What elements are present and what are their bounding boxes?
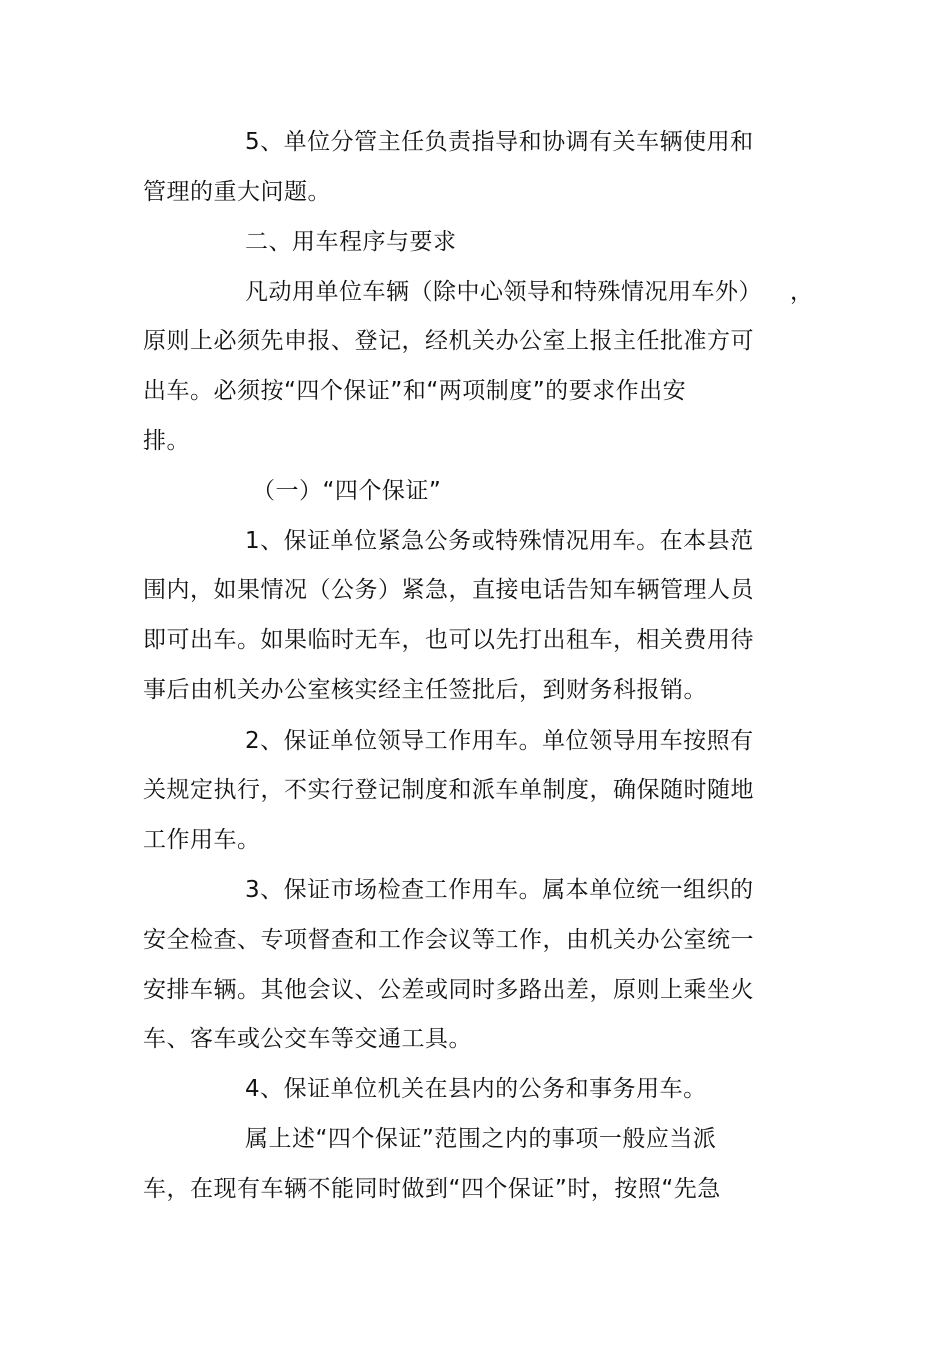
- paragraph-line: 原则上必须先申报、登记，经机关办公室上报主任批准方可: [143, 328, 754, 354]
- paragraph-line: 车、客车或公交车等交通工具。: [143, 1026, 472, 1052]
- paragraph-line: 围内，如果情况（公务）紧急，直接电话告知车辆管理人员: [143, 577, 754, 603]
- paragraph-line: 安全检查、专项督查和工作会议等工作，由机关办公室统一: [143, 927, 754, 953]
- paragraph-line: 出车。必须按“四个保证”和“两项制度”的要求作出安: [143, 378, 687, 404]
- paragraph-line: 关规定执行，不实行登记制度和派车单制度，确保随时随地: [143, 777, 754, 803]
- paragraph-line: 1、保证单位紧急公务或特殊情况用车。在本县范: [245, 528, 754, 554]
- paragraph-line: 5、单位分管主任负责指导和协调有关车辆使用和: [245, 129, 754, 155]
- paragraph-line: 工作用车。: [143, 827, 261, 853]
- paragraph-line: 排。: [143, 428, 190, 454]
- paragraph-line: 即可出车。如果临时无车，也可以先打出租车，相关费用待: [143, 627, 754, 653]
- paragraph-line: 4、保证单位机关在县内的公务和事务用车。: [245, 1076, 707, 1102]
- section-heading: 二、用车程序与要求: [245, 229, 457, 255]
- paragraph-line: 事后由机关办公室核实经主任签批后，到财务科报销。: [143, 677, 707, 703]
- subsection-heading: （一）“四个保证”: [252, 478, 442, 504]
- paragraph-line: 属上述“四个保证”范围之内的事项一般应当派: [245, 1126, 717, 1152]
- paragraph-line: 管理的重大问题。: [143, 179, 331, 205]
- paragraph-line: 凡动用单位车辆（除中心领导和特殊情况用车外）: [245, 279, 762, 305]
- punctuation-mark: ，: [790, 279, 813, 305]
- paragraph-line: 车，在现有车辆不能同时做到“四个保证”时，按照“先急: [143, 1176, 721, 1202]
- paragraph-line: 2、保证单位领导工作用车。单位领导用车按照有: [245, 728, 754, 754]
- paragraph-line: 安排车辆。其他会议、公差或同时多路出差，原则上乘坐火: [143, 977, 754, 1003]
- paragraph-line: 3、保证市场检查工作用车。属本单位统一组织的: [245, 877, 754, 903]
